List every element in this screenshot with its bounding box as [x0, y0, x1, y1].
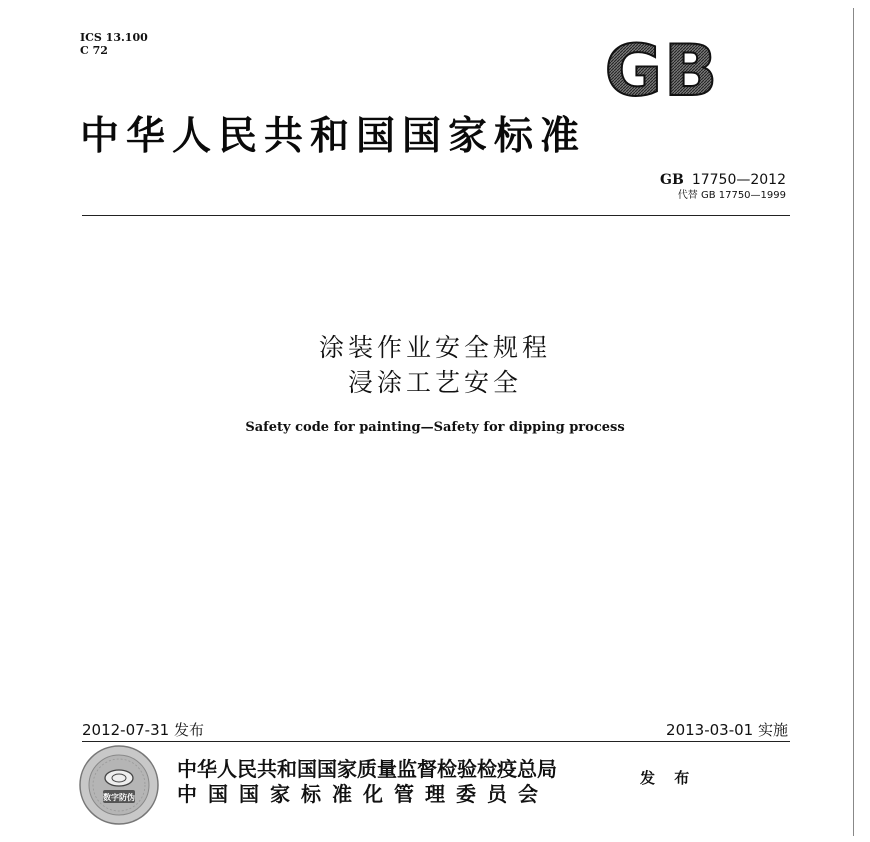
gb-logo [575, 38, 750, 98]
footer-divider [82, 741, 790, 742]
chinese-title-line-2: 浸涂工艺安全 [347, 368, 522, 397]
issuer-sac: 中国国家标准化管理委员会 [177, 782, 549, 806]
anti-counterfeit-seal-icon [78, 744, 160, 826]
implementation-date: 2013-03-01 实施 [666, 721, 788, 739]
ccs-code: C 72 [80, 44, 108, 57]
seal-label: 数字防伪 [103, 793, 135, 802]
replaces-note: 代替 GB 17750—1999 [677, 190, 786, 201]
english-title: Safety code for painting—Safety for dipping process [245, 420, 625, 435]
issue-label: 发 布 [640, 769, 697, 787]
publication-date: 2012-07-31 发布 [82, 721, 204, 739]
standard-number [660, 171, 786, 189]
standard-number-value: 17750—2012 [691, 172, 786, 188]
ics-code: ICS 13.100 [80, 31, 148, 44]
standard-code-block [660, 171, 786, 202]
header-divider [82, 215, 790, 216]
issuer-aqsiq: 中华人民共和国国家质量监督检验检疫总局 [177, 757, 557, 781]
gb-logo-text: GB [604, 38, 720, 98]
classification-codes [80, 31, 148, 57]
standard-type-heading: 中华人民共和国国家标准 [80, 114, 587, 159]
standard-prefix: GB [660, 172, 684, 188]
chinese-title-line-1: 涂装作业安全规程 [318, 333, 551, 362]
issuing-authorities [177, 757, 557, 807]
